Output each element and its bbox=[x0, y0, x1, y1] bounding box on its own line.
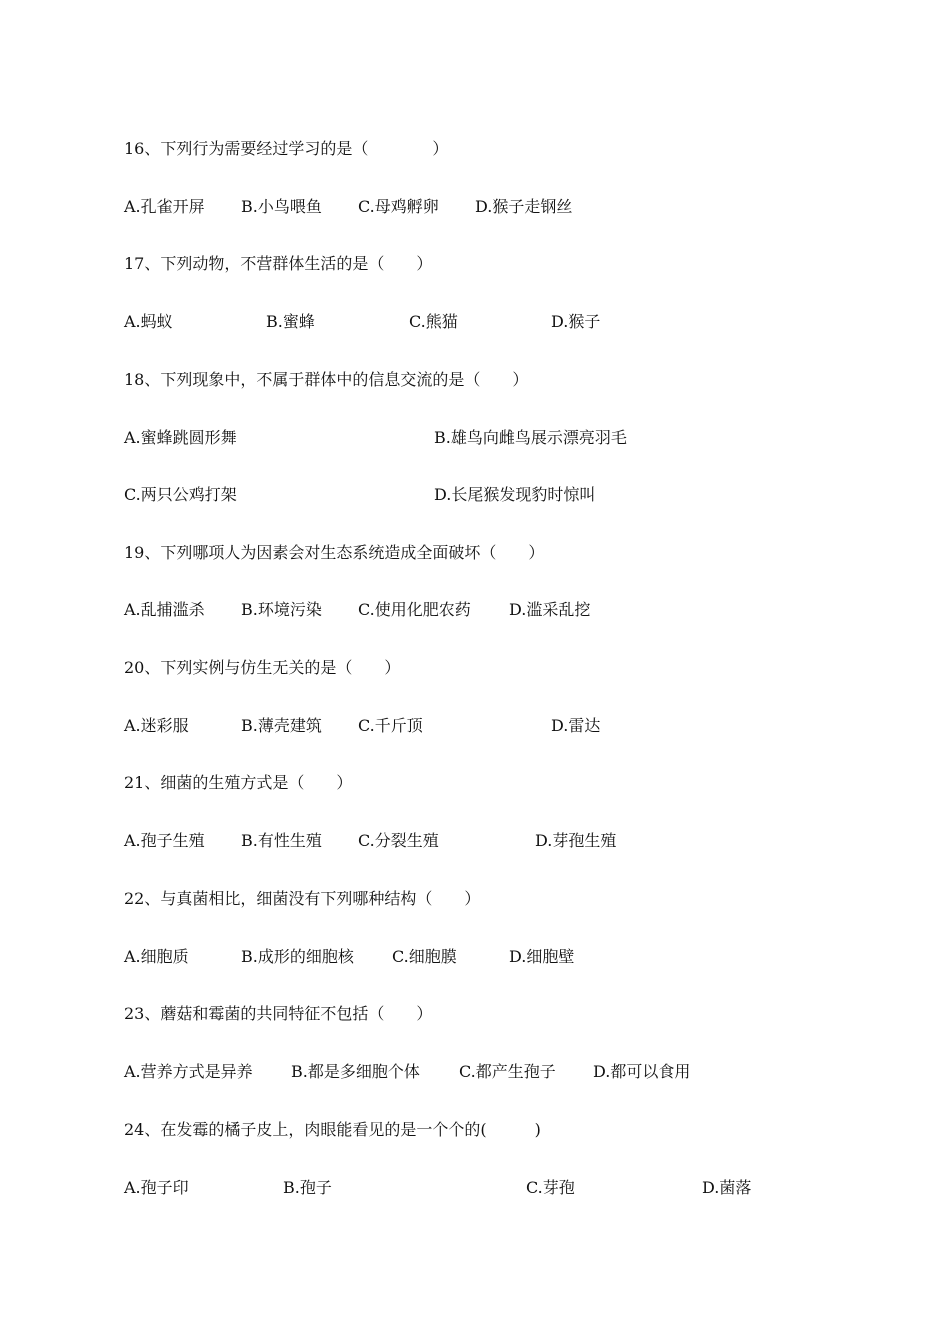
question-23-stem: 23、蘑菇和霉菌的共同特征不包括（ ） bbox=[124, 1004, 433, 1023]
question-16-option-a: A.孔雀开屏 bbox=[124, 197, 205, 216]
question-23-option-c: C.都产生孢子 bbox=[459, 1062, 556, 1081]
question-20-option-d: D.雷达 bbox=[551, 716, 601, 735]
question-17-stem: 17、下列动物，不营群体生活的是（ ） bbox=[124, 254, 433, 273]
question-18-option-d: D.长尾猴发现豹时惊叫 bbox=[434, 485, 596, 504]
question-20-option-b: B.薄壳建筑 bbox=[241, 716, 322, 735]
question-23-option-d: D.都可以食用 bbox=[593, 1062, 691, 1081]
question-18-option-c: C.两只公鸡打架 bbox=[124, 485, 237, 504]
question-24-stem: 24、在发霉的橘子皮上，肉眼能看见的是一个个的( ) bbox=[124, 1120, 541, 1139]
question-22-option-d: D.细胞壁 bbox=[509, 947, 575, 966]
question-22-option-a: A.细胞质 bbox=[124, 947, 189, 966]
question-17-option-a: A.蚂蚁 bbox=[124, 312, 173, 331]
question-22-option-b: B.成形的细胞核 bbox=[241, 947, 354, 966]
question-21-stem: 21、细菌的生殖方式是（ ） bbox=[124, 773, 353, 792]
question-24-option-a: A.孢子印 bbox=[124, 1178, 189, 1197]
question-18-option-b: B.雄鸟向雌鸟展示漂亮羽毛 bbox=[434, 428, 627, 447]
question-21-option-c: C.分裂生殖 bbox=[358, 831, 439, 850]
question-18-stem: 18、下列现象中，不属于群体中的信息交流的是（ ） bbox=[124, 370, 529, 389]
question-16-option-b: B.小鸟喂鱼 bbox=[241, 197, 322, 216]
question-19-stem: 19、下列哪项人为因素会对生态系统造成全面破坏（ ） bbox=[124, 543, 545, 562]
question-20-stem: 20、下列实例与仿生无关的是（ ） bbox=[124, 658, 401, 677]
question-17-option-d: D.猴子 bbox=[551, 312, 601, 331]
question-24-option-d: D.菌落 bbox=[702, 1178, 752, 1197]
question-16-stem: 16、下列行为需要经过学习的是（ ） bbox=[124, 139, 449, 158]
question-23-option-b: B.都是多细胞个体 bbox=[291, 1062, 420, 1081]
question-24-option-c: C.芽孢 bbox=[526, 1178, 575, 1197]
question-18-option-a: A.蜜蜂跳圆形舞 bbox=[124, 428, 237, 447]
question-24-option-b: B.孢子 bbox=[283, 1178, 332, 1197]
question-22-option-c: C.细胞膜 bbox=[392, 947, 457, 966]
question-20-option-a: A.迷彩服 bbox=[124, 716, 189, 735]
question-19-option-d: D.滥采乱挖 bbox=[509, 600, 591, 619]
question-21-option-d: D.芽孢生殖 bbox=[535, 831, 617, 850]
question-17-option-c: C.熊猫 bbox=[409, 312, 458, 331]
question-19-option-b: B.环境污染 bbox=[241, 600, 322, 619]
question-21-option-a: A.孢子生殖 bbox=[124, 831, 205, 850]
question-19-option-c: C.使用化肥农药 bbox=[358, 600, 471, 619]
question-19-option-a: A.乱捕滥杀 bbox=[124, 600, 205, 619]
question-21-option-b: B.有性生殖 bbox=[241, 831, 322, 850]
question-22-stem: 22、与真菌相比，细菌没有下列哪种结构（ ） bbox=[124, 889, 481, 908]
question-17-option-b: B.蜜蜂 bbox=[266, 312, 315, 331]
question-16-option-d: D.猴子走钢丝 bbox=[475, 197, 573, 216]
question-20-option-c: C.千斤顶 bbox=[358, 716, 423, 735]
question-23-option-a: A.营养方式是异养 bbox=[124, 1062, 253, 1081]
question-16-option-c: C.母鸡孵卵 bbox=[358, 197, 439, 216]
